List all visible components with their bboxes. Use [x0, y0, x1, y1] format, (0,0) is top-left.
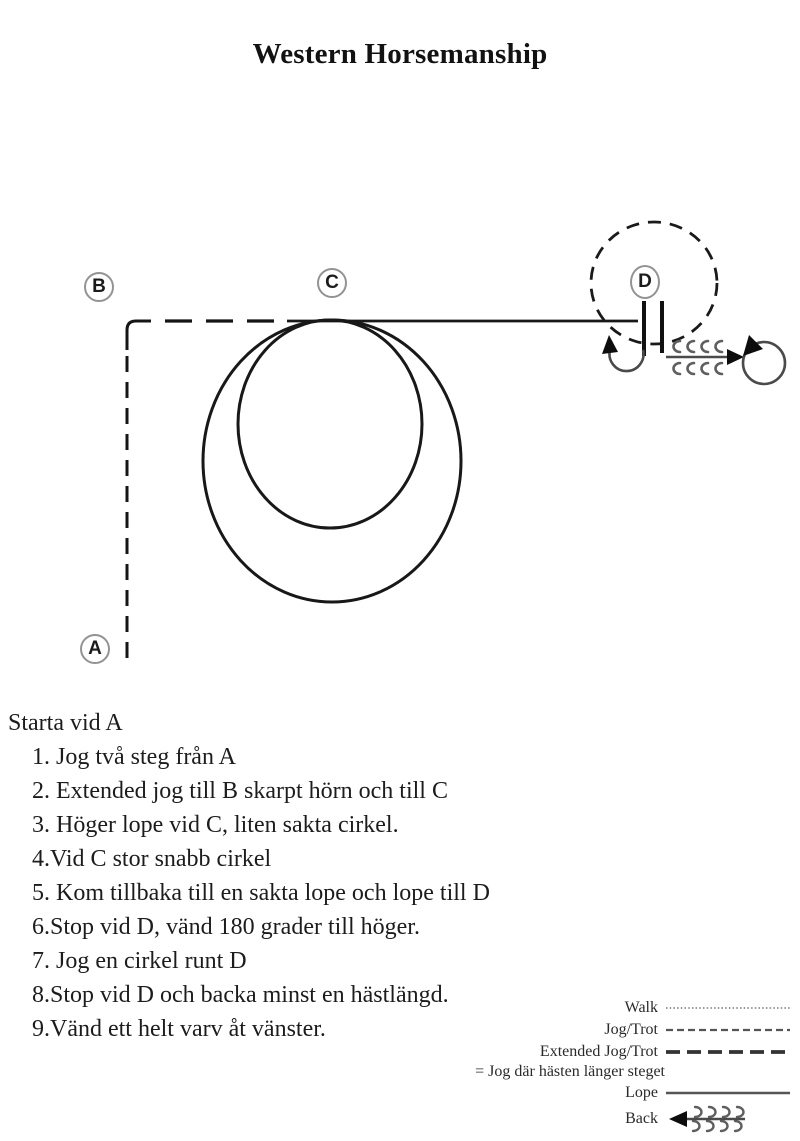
- instruction-item: 2. Extended jog till B skarpt hörn och till C: [32, 778, 448, 804]
- instruction-item: 7. Jog en cirkel runt D: [32, 948, 247, 974]
- page-title: Western Horsemanship: [252, 38, 548, 70]
- marker-b: B: [84, 272, 114, 302]
- large-circle-at-c: [203, 320, 461, 602]
- marker-c: C: [317, 268, 347, 298]
- extended-jog-line-sample: [665, 1047, 793, 1057]
- legend-label: Jog/Trot: [604, 1021, 658, 1038]
- turn-180-arrowhead: [602, 335, 618, 354]
- gait-legend: [470, 997, 795, 1134]
- instruction-item: 6.Stop vid D, vänd 180 grader till höger.: [32, 914, 420, 940]
- path-corner-at-b: [127, 321, 151, 350]
- turn-360-arrowhead: [743, 335, 763, 356]
- small-circle-at-c: [238, 320, 422, 528]
- jog-line-sample: [665, 1026, 793, 1034]
- legend-row-lope: [470, 1082, 795, 1104]
- instruction-item: 5. Kom tillbaka till en sakta lope och lope till D: [32, 880, 490, 906]
- instructions-list: [8, 706, 568, 1046]
- marker-a: A: [80, 634, 110, 664]
- legend-row-walk: [470, 997, 795, 1019]
- legend-row-jog: [470, 1019, 795, 1041]
- legend-row-back: [470, 1104, 795, 1134]
- instructions-heading: Starta vid A: [8, 710, 123, 736]
- stop-bars-at-d: [644, 301, 662, 356]
- lope-line-sample: [665, 1089, 793, 1097]
- legend-row-extended-jog: [470, 1041, 795, 1063]
- legend-label: Extended Jog/Trot: [539, 1043, 658, 1060]
- back-symbol-sample: [665, 1105, 793, 1133]
- instruction-item: 9.Vänd ett helt varv åt vänster.: [32, 1016, 326, 1042]
- legend-label: Back: [625, 1110, 658, 1127]
- instruction-item: 3. Höger lope vid C, liten sakta cirkel.: [32, 812, 399, 838]
- back-arrowhead: [727, 349, 744, 365]
- instruction-item: 4.Vid C stor snabb cirkel: [32, 846, 272, 872]
- instruction-item: 1. Jog två steg från A: [32, 744, 236, 770]
- back-symbol-at-d: [666, 341, 744, 374]
- walk-line-sample: [665, 1004, 793, 1012]
- legend-note: = Jog där hästen länger steget: [475, 1063, 665, 1080]
- legend-label: Lope: [625, 1084, 658, 1101]
- back-arrowhead: [669, 1111, 687, 1127]
- legend-label: Walk: [624, 999, 658, 1016]
- instruction-item: 8.Stop vid D och backa minst en hästlängd.: [32, 982, 449, 1008]
- turn-360-circle: [743, 335, 785, 384]
- marker-d: D: [630, 265, 660, 299]
